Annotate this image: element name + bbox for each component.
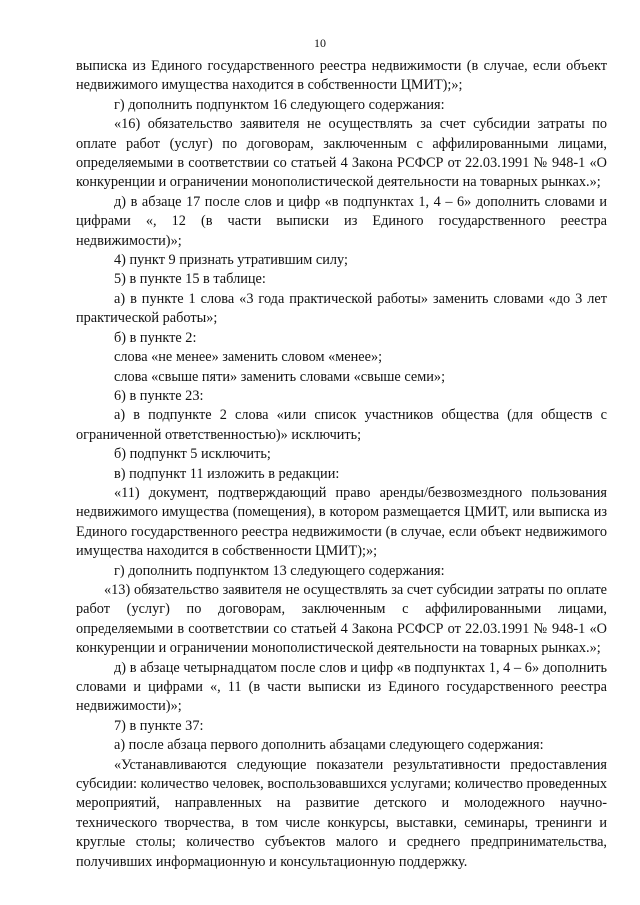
document-paragraph: а) после абзаца первого дополнить абзацами следующего содержания: xyxy=(114,737,544,754)
document-paragraph: слова «не менее» заменить словом «менее»; xyxy=(114,349,383,366)
document-paragraph: 5) в пункте 15 в таблице: xyxy=(114,271,266,288)
document-paragraph: 4) пункт 9 признать утратившим силу; xyxy=(114,252,348,269)
document-paragraph: г) дополнить подпунктом 16 следующего содержания: xyxy=(114,96,445,113)
document-paragraph: 7) в пункте 37: xyxy=(114,717,204,734)
document-paragraph: «13) обязательство заявителя не осуществлять за счет субсидии затраты по оплате работ (услуг) по договорам, заключенным с аффилированными лицами, определяемыми в соответствии со статьей 4 Закона РСФСР от 22.03.1991 № 948-1 «О конкуренции и ограничении монополистической деятельности на товарных рынках.»; xyxy=(76,581,607,657)
document-paragraph: в) подпункт 11 изложить в редакции: xyxy=(114,465,340,482)
document-paragraph: «11) документ, подтверждающий право аренды/безвозмездного пользования недвижимого имущества (помещения), в котором размещается ЦМИТ, или выписка из Единого государственного реестра недвижимости (в случае, если объект недвижимого имущества находится в собственности ЦМИТ);»; xyxy=(76,484,607,560)
document-paragraph: д) в абзаце четырнадцатом после слов и цифр «в подпунктах 1, 4 – 6» дополнить словами и цифрами «, 11 (в части выписки из Единого государственного реестра недвижимости)»; xyxy=(76,659,607,715)
document-paragraph: г) дополнить подпунктом 13 следующего содержания: xyxy=(114,562,445,579)
document-paragraph: а) в пункте 1 слова «3 года практической работы» заменить словами «до 3 лет практической работы»; xyxy=(76,290,607,327)
document-paragraph: б) подпункт 5 исключить; xyxy=(114,446,271,463)
document-paragraph: выписка из Единого государственного реестра недвижимости (в случае, если объект недвижимого имущества находится в собственности ЦМИТ);»; xyxy=(76,58,607,94)
document-body xyxy=(76,57,607,872)
document-paragraph: слова «свыше пяти» заменить словами «свыше семи»; xyxy=(114,368,446,385)
document-paragraph: а) в подпункте 2 слова «или список участников общества (для обществ с ограниченной ответственностью)» исключить; xyxy=(76,407,607,443)
document-paragraph: «16) обязательство заявителя не осуществлять за счет субсидии затраты по оплате работ (услуг) по договорам, заключенным с аффилированными лицами, определяемыми в соответствии со статьей 4 Закона РСФСР от 22.03.1991 № 948-1 «О конкуренции и ограничении монополистической деятельности на товарных рынках.»; xyxy=(76,116,607,191)
document-paragraph: д) в абзаце 17 после слов и цифр «в подпунктах 1, 4 – 6» дополнить словами и цифрами «, 12 (в части выписки из Единого государственного реестра недвижимости)»; xyxy=(76,193,607,249)
document-paragraph: 6) в пункте 23: xyxy=(114,387,204,404)
document-paragraph: б) в пункте 2: xyxy=(114,329,197,346)
document-paragraph: «Устанавливаются следующие показатели результативности предоставления субсидии: количество человек, воспользовавшихся услугами; количество проведенных мероприятий, направленных на развитие детского и молодежного научно-технического творчества, в том числе конкурсы, выставки, семинары, тренинги и круглые столы; количество субъектов малого и среднего предпринимательства, получивших информационную и консультационную поддержку. xyxy=(76,756,607,870)
page-number: 10 xyxy=(314,36,326,50)
